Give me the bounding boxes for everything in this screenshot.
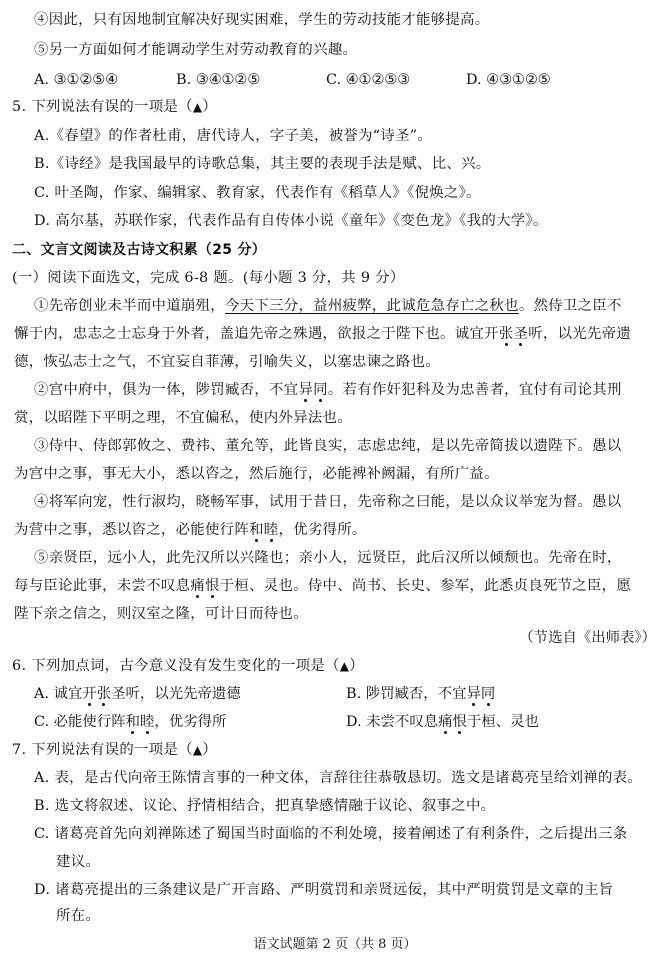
q7-option-b: B. 选文将叙述、议论、抒情相结合，把真挚感情融于议论、叙事之中。 [34, 798, 496, 814]
underlined-sentence: 今天下三分，益州疲弊，此诚危急存亡之秋也 [224, 298, 519, 314]
dotted-char: 异 [466, 686, 481, 702]
passage-p2-line1: ②宫中府中，俱为一体，陟罚臧否，不宜异同。若有作奸犯科及为忠善者，宜付有司论其刑 [34, 382, 622, 398]
passage-p4-line2: 为营中之事，悉以咨之，必能使行阵和睦，优劣得所。 [14, 522, 367, 538]
page-footer: 语文试题第 2 页（共 8 页） [253, 937, 417, 952]
passage-p1-line3: 德，恢弘志士之气，不宜妄自菲薄，引喻失义，以塞忠谏之路也。 [14, 354, 441, 370]
passage-p5-line2: 每与臣论此事，未尝不叹息痛恨于桓、灵也。侍中、尚书、长史、参军，此悉贞良死节之臣，愿 [14, 578, 632, 594]
answer-placeholder-mark: ▲ [192, 743, 203, 757]
q4-option-d: D. ④③①②⑤ [466, 72, 551, 88]
dotted-char: 痛 [190, 578, 205, 594]
q6-option-c: C. 必能使行阵和睦，优劣得所 [34, 714, 227, 730]
part-instructions: (一）阅读下面选文，完成 6-8 题。(每小题 3 分，共 9 分） [12, 270, 405, 286]
passage-p4-line1: ④将军向宠，性行淑均，晓畅军事，试用于昔日，先帝称之曰能，是以众议举宠为督。愚以 [34, 494, 622, 510]
q7-option-d-line2: 所在。 [56, 908, 101, 924]
passage-p1-line2: 懈于内，忠志之士忘身于外者，盖追先帝之殊遇，欲报之于陛下也。诚宜开张圣听，以光先帝遗 [14, 326, 632, 342]
q4-sentence-5: ⑤另一方面如何才能调动学生对劳动教育的兴趣。 [34, 42, 358, 58]
passage-p1-line1: ①先帝创业未半而中道崩殂，今天下三分，益州疲弊，此诚危急存亡之秋也。然侍卫之臣不 [34, 298, 622, 314]
q5-option-a: A.《春望》的作者杜甫，唐代诗人，字子美，被誉为“诗圣”。 [34, 128, 433, 144]
q4-option-a: A. ③①②⑤④ [34, 72, 119, 88]
q5-stem: 5. 下列说法有误的一项是（▲） [12, 99, 218, 115]
dotted-char: 睦 [263, 522, 279, 538]
dotted-char: 开 [82, 686, 97, 702]
answer-placeholder-mark: ▲ [192, 100, 203, 114]
q7-option-c-line1: C. 诸葛亮首先向刘禅陈述了蜀国当时面临的不利处境，接着阐述了有利条件，之后提出三条 [34, 826, 628, 842]
dotted-char: 睦 [140, 714, 155, 730]
passage-p2-line2: 赏，以昭陛下平明之理，不宜偏私，使内外异法也。 [14, 410, 352, 426]
passage-p3-line2: 为宫中之事，事无大小，悉以咨之，然后施行，必能裨补阙漏，有所广益。 [14, 466, 499, 482]
q5-option-d: D. 高尔基，苏联作家，代表作品有自传体小说《童年》《变色龙》《我的大学》。 [34, 213, 548, 229]
dotted-char: 恨 [452, 714, 467, 730]
q4-option-c: C. ④①②⑤③ [326, 72, 411, 88]
q7-option-a: A. 表，是古代向帝王陈情言事的一种文体，言辞往往恭敬恳切。选文是诸葛亮呈给刘禅的表。 [34, 770, 643, 786]
dotted-char: 痛 [438, 714, 453, 730]
dotted-char: 圣 [513, 326, 529, 342]
section-title: 二、文言文阅读及古诗文积累（25 分） [12, 242, 267, 258]
passage-p3-line1: ③侍中、侍郎郭攸之、费祎、董允等，此皆良实，志虑忠纯，是以先帝简拔以遗陛下。愚以 [34, 438, 622, 454]
q4-option-b: B. ③④①②⑤ [176, 72, 261, 88]
q7-option-d-line1: D. 诸葛亮提出的三条建议是广开言路、严明赏罚和亲贤远佞，其中严明赏罚是文章的主旨 [34, 882, 614, 898]
passage-p5-line3: 陛下亲之信之，则汉室之隆，可计日而待也。 [14, 606, 308, 622]
q5-option-c: C. 叶圣陶，作家、编辑家、教育家，代表作有《稻草人》《倪焕之》。 [34, 185, 481, 201]
q7-option-c-line2: 建议。 [56, 854, 101, 870]
q5-option-b: B.《诗经》是我国最早的诗歌总集，其主要的表现手法是赋、比、兴。 [34, 156, 491, 172]
dotted-char: 张 [498, 326, 514, 342]
answer-placeholder-mark: ▲ [339, 659, 350, 673]
dotted-char: 同 [480, 686, 496, 702]
q4-sentence-4: ④因此，只有因地制宜解决好现实困难，学生的劳动技能才能够提高。 [34, 12, 490, 28]
dotted-char: 同 [313, 382, 328, 398]
dotted-char: 和 [125, 714, 141, 730]
dotted-char: 恨 [205, 578, 220, 594]
passage-source: （节选自《出师表》） [519, 630, 656, 646]
passage-p5-line1: ⑤亲贤臣，远小人，此先汉所以兴隆也；亲小人，远贤臣，此后汉所以倾颓也。先帝在时， [34, 550, 622, 566]
dotted-char: 和 [249, 522, 264, 538]
q6-option-d: D. 未尝不叹息痛恨于桓、灵也 [346, 714, 539, 730]
q7-stem: 7. 下列说法有误的一项是（▲） [12, 742, 218, 758]
q6-option-b: B. 陟罚臧否，不宜异同 [346, 686, 496, 702]
q6-stem: 6. 下列加点词，古今意义没有发生变化的一项是（▲） [12, 658, 364, 674]
q6-option-a: A. 诚宜开张圣听，以光先帝遗德 [34, 686, 241, 702]
dotted-char: 异 [298, 382, 314, 398]
dotted-char: 张 [96, 686, 112, 702]
